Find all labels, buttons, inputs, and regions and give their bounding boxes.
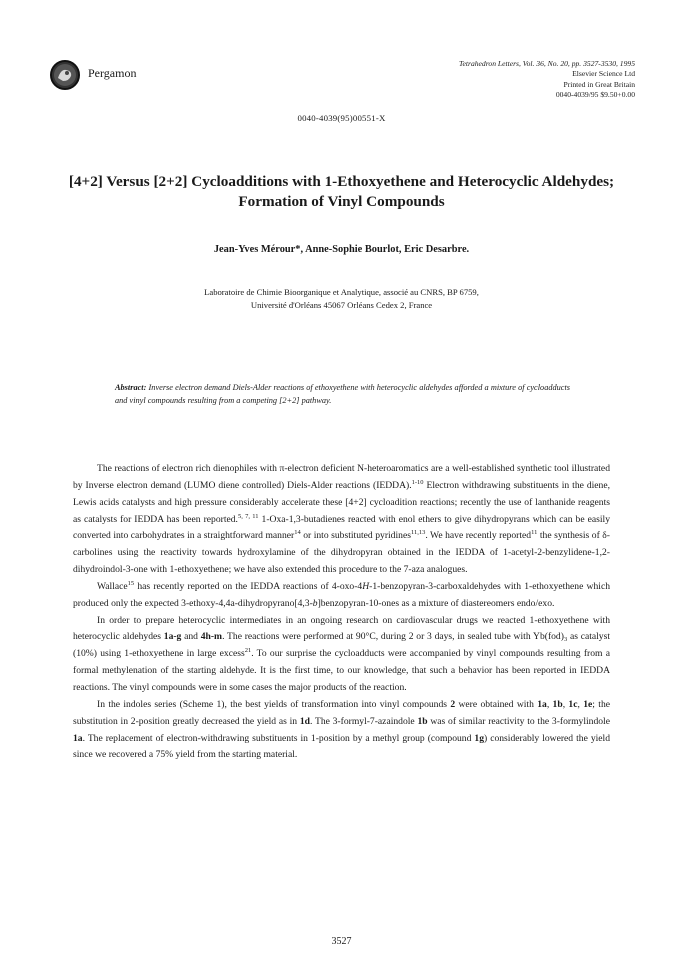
p1-text-e: . We have recently reported <box>425 530 532 542</box>
compound-ref: 4h-m <box>200 631 223 643</box>
p1-text-c: 1-Oxa-1,3-butadienes reacted with enol ethers to give dihydropyrans which can be easily converted into carbohydrates in a straightforward manner <box>73 513 610 542</box>
p4-text-g: ) considerably lowered the yield since we recovered a 75% yield from the starting material. <box>73 732 611 761</box>
p2-italic-h: H <box>362 580 370 592</box>
p3-text-d: . To our surprise the cycloadducts were accompanied by vinyl compounds resulting from a formal methylenation of the starting aldehyde. It is the first time, to our knowledge, that such a behavior has been reported in IEDDA reactions. The vinyl compounds were in some cases the major products of the reaction. <box>73 648 610 693</box>
p4-text-e: was of similar reactivity to the 3-formylindole <box>427 715 610 727</box>
p3-text-c: as catalyst (10%) using 1-ethoxyethene in large excess <box>73 631 611 660</box>
p1-text-f: the synthesis of δ-carbolines using the reactivity towards hydroxylamine of the dihydropyran obtained in the IEDDA of 1-acetyl-2-benzylidene-1,2-dihydroindol-3-one with 1-ethoxyethene; we have also extended this procedure to the 7-aza analogues. <box>73 530 610 576</box>
authors: Jean-Yves Mérour*, Anne-Sophie Bourlot, Eric Desarbre. <box>213 244 470 255</box>
journal-citation: Tetrahedron Letters, Vol. 36, No. 20, pp. 3527-3530, 1995 <box>459 59 635 68</box>
affiliation <box>0 286 683 312</box>
p4-text-a: In the indoles series (Scheme 1), the best yields of transformation into vinyl compounds <box>97 698 451 710</box>
abstract-label: Abstract: <box>115 383 147 392</box>
p3-text-a: In order to prepare heterocyclic intermediates in an ongoing research on cardiovascular drugs we reacted 1-ethoxyethene with heterocyclic aldehydes <box>73 614 610 643</box>
pergamon-logo-icon <box>50 60 80 90</box>
p1-text-b: Electron withdrawing substituents in the diene, Lewis acids catalysts and high pressure considerably accelerate these [4+2] cycloadition reactions; recently the use of lanthanide reagents as catalysts for IEDDA has been reported. <box>73 479 611 525</box>
compound-ref: 1a-g <box>163 631 182 643</box>
paper-title: [4+2] Versus [2+2] Cycloadditions with 1-Ethoxyethene and Heterocyclic Aldehydes; Formation of Vinyl Compounds <box>68 173 615 210</box>
abstract-text: Inverse electron demand Diels-Alder reactions of ethoxyethene with heterocyclic aldehydes afforded a mixture of cycloadducts and vinyl compounds resulting from a competing [2+2] pathway. <box>115 383 571 405</box>
page-number: 3527 <box>331 936 352 947</box>
ref-sup: 5, 7, 11 <box>237 512 259 520</box>
ref-sup: 11,13 <box>410 529 426 537</box>
compound-ref: 1d <box>299 715 310 727</box>
p3-text-and: and <box>181 631 201 643</box>
compound-ref: 1b <box>417 715 428 727</box>
compound-ref: 1a <box>73 732 83 744</box>
paragraph-1 <box>73 461 610 579</box>
body-text <box>73 461 610 764</box>
printed-line: Printed in Great Britain <box>563 79 635 89</box>
p4-text-c: ; the substitution in 2-position greatly decreased the yield as in <box>73 698 611 727</box>
p4-text-f: . The replacement of electron-withdrawing substituents in 1-position by a methyl group (compound <box>82 732 475 744</box>
comma: , <box>562 698 569 710</box>
compound-ref: 1e <box>583 698 593 710</box>
paragraph-2 <box>73 579 610 613</box>
publisher-name: Pergamon <box>88 66 137 80</box>
subscript: 3 <box>563 636 568 644</box>
affiliation-line-1: Laboratoire de Chimie Bioorganique et Analytique, associé au CNRS, BP 6759, <box>204 287 479 297</box>
ref-sup: 11 <box>531 529 538 537</box>
compound-ref: 1g <box>474 732 484 744</box>
p1-text-a: The reactions of electron rich dienophiles with π-electron deficient N-heteroaromatics are a well-established synthetic tool illustrated by Inverse electron demand (LUMO diene controlled) Diels-Alder reactions (IEDDA). <box>73 463 610 491</box>
abstract <box>115 381 570 407</box>
price-code: 0040-4039/95 $9.50+0.00 <box>555 90 635 100</box>
p4-text-d: . The 3-formyl-7-azaindole <box>309 715 418 727</box>
p3-text-b: . The reactions were performed at 90°C, during 2 or 3 days, in sealed tube with Yb(fod) <box>222 631 564 643</box>
comma: , <box>577 698 584 710</box>
p1-text-d: or into substituted pyridines <box>300 530 411 542</box>
comma: , <box>546 698 553 710</box>
publisher-line: Elsevier Science Ltd <box>572 69 635 79</box>
p2-italic-b: b <box>312 597 318 609</box>
affiliation-line-2: Université d'Orléans 45067 Orléans Cedex 2, France <box>250 300 433 310</box>
paragraph-3 <box>73 613 610 697</box>
compound-ref: 1a <box>537 698 547 710</box>
p2-text-a: Wallace <box>97 580 128 592</box>
p2-text-d: ]benzopyran-10-ones as a mixture of diastereomers endo/exo. <box>317 597 555 609</box>
journal-info <box>375 59 635 101</box>
ref-sup: 21 <box>244 647 252 655</box>
doi: 0040-4039(95)00551-X <box>297 113 386 123</box>
compound-ref: 2 <box>450 698 456 710</box>
compound-ref: 1b <box>552 698 563 710</box>
compound-ref: 1c <box>568 698 578 710</box>
p2-text-c: -1-benzopyran-3-carboxaldehydes with 1-ethoxyethene which produced only the expected 3-ethoxy-4,4a-dihydropyrano[4,3- <box>73 580 610 609</box>
ref-sup: 15 <box>127 579 135 587</box>
p2-text-b: has recently reported on the IEDDA reactions of 4-oxo-4 <box>134 580 363 592</box>
paragraph-4 <box>73 697 610 764</box>
ref-sup: 14 <box>294 529 301 537</box>
p4-text-b: were obtained with <box>455 698 538 710</box>
ref-sup: 1-10 <box>411 478 424 486</box>
